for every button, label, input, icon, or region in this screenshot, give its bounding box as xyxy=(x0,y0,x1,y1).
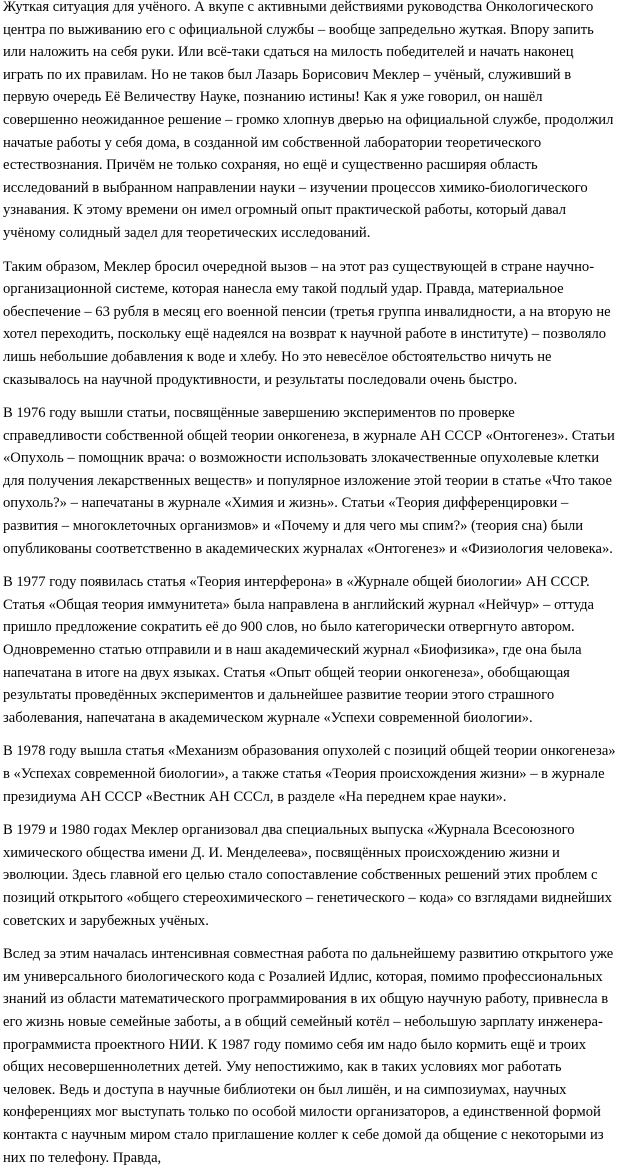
paragraph-5: В 1978 году вышла статья «Механизм образования опухолей с позиций общей теории онкогенеза» в «Успехах современной биологии», а также статья «Теория происхождения жизни» – в журнале президиума АН СССР «Вестник АН СССл, в разделе «На переднем крае науки». xyxy=(3,743,616,805)
paragraph-2: Таким образом, Меклер бросил очередной вызов – на этот раз существующей в стране научно-организационной системе, которая нанесла ему такой подлый удар. Правда, материальное обеспечение – 63 рубля в месяц его военной пенсии (третья группа инвалидности, а на вторую не хотел переходить, поскольку ещё надеялся на возврат к научной работе в институте) – позволяло лишь небольшие добавления к воде и хлебу. Но это невесёлое обстоятельство ничуть не сказывалось на научной продуктивности, и результаты последовали очень быстро. xyxy=(3,258,611,388)
paragraph-1: Жуткая ситуация для учёного. А вкупе с активными действиями руководства Онкологического центра по выживанию его с официальной службы – вообще запредельно жуткая. Впору запить или наложить на себя руки. Или всё-таки сдаться на милость победителей и начать наконец играть по их правилам. Но не таков был Лазарь Борисович Меклер – учёный, служивший в первую очередь Её Величеству Науке, познанию истины! Как я уже говорил, он нашёл совершенно неожиданное решение – громко хлопнув дверью на официальной службе, продолжил начатые работы у себя дома, в созданной им собственной лаборатории теоретического естествознания. Причём не только сохраняя, но ещё и существенно расширяя область исследований в выбранном направлении науки – изучении процессов химико-биологического узнавания. К этому времени он имел огромный опыт практической работы, который давал учёному солидный задел для теоретических исследований. xyxy=(3,0,614,241)
paragraph-7: Вслед за этим началась интенсивная совместная работа по дальнейшему развитию открытого уже им универсального биологического кода с Розалией Идлис, которая, помимо профессиональных знаний из области математического программирования в их общую научную работу, привнесла в его жизнь новые семейные заботы, а в общий семейный котёл – небольшую зарплату инженера-программиста проектного НИИ. К 1987 году помимо себя им надо было кормить ещё и троих общих несовершеннолетних детей. Уму непостижимо, как в таких условиях мог работать человек. Ведь и доступа в научные библиотеки он был лишён, и на симпозиумах, научных конференциях мог выступать только по особой милости организаторов, а единственной формой контакта с научным миром стало приглашение коллег к себе домой да общение с некоторыми из них по телефону. Правда, xyxy=(3,946,614,1166)
paragraph-3: В 1976 году вышли статьи, посвящённые завершению экспериментов по проверке справедливости собственной общей теории онкогенеза, в журнале АН СССР «Онтогенез». Статьи «Опухоль – помощник врача: о возможности использовать злокачественные опухолевые клетки для получения лекарственных веществ» и популярное изложение этой теории в статье «Что такое опухоль?» – напечатаны в журнале «Химия и жизнь». Статьи «Теория дифференцировки – развития – многоклеточных организмов» и «Почему и для чего мы спим?» (теория сна) были опубликованы соответственно в академических журналах «Онтогенез» и «Физиология человека». xyxy=(3,405,615,557)
paragraph-6: В 1979 и 1980 годах Меклер организовал два специальных выпуска «Журнала Всесоюзного химического общества имени Д. И. Менделеева», посвящённых происхождению жизни и эволюции. Здесь главной его целью стало сопоставление собственных решений этих проблем с позиций открытого «общего стереохимического – генетического – кода» со взглядами виднейших советских и зарубежных учёных. xyxy=(3,822,612,929)
paragraph-4: В 1977 году появилась статья «Теория интерферона» в «Журнале общей биологии» АН СССР. Статья «Общая теория иммунитета» была направлена в английский журнал «Нейчур» – оттуда пришло предложение сократить её до 900 слов, но было категорически отвергнуто автором. Одновременно статью отправили и в наш академический журнал «Биофизика», где она была напечатана в итоге на двух языках. Статья «Опыт общей теории онкогенеза», обобщающая результаты проведённых экспериментов и дальнейшее развитие теории этого страшного заболевания, напечатана в академическом журнале «Успехи современной биологии». xyxy=(3,574,595,726)
